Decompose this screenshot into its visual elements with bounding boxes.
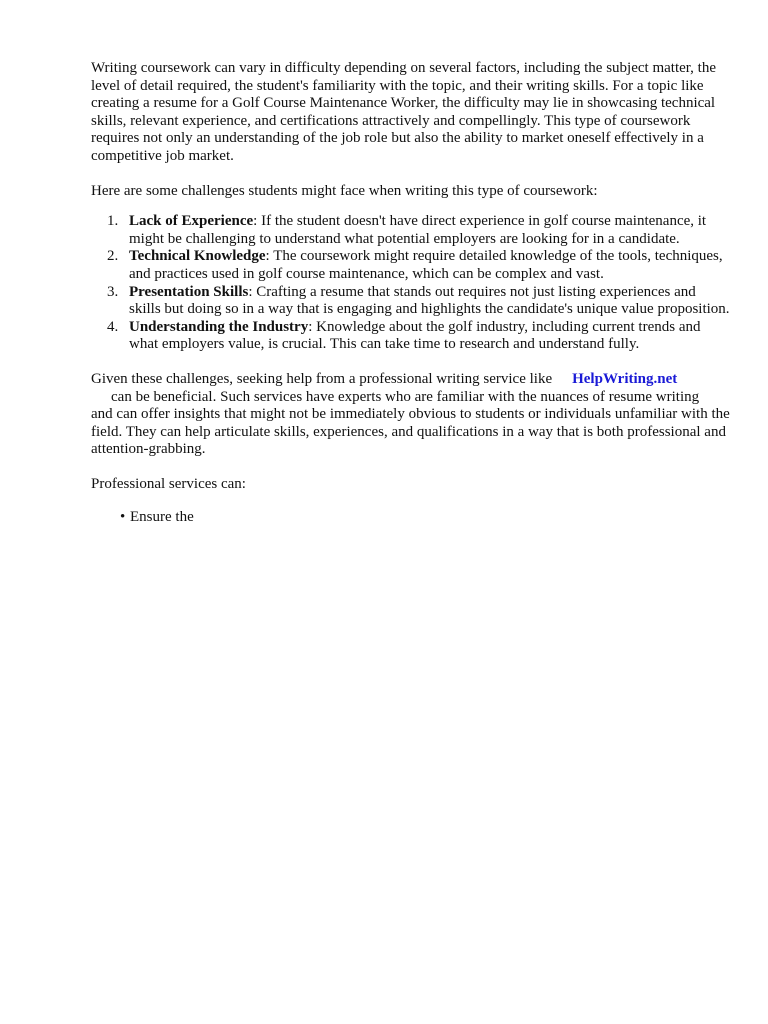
bullet-icon: •	[120, 509, 126, 526]
challenge-item	[91, 213, 731, 248]
challenge-text: : If the student doesn't have direct experience in golf course maintenance, it might be challenging to understand what potential employers are looking for in a candidate.	[129, 213, 707, 247]
services-item-text: Ensure the	[130, 509, 194, 526]
services-lead: Professional services can:	[91, 475, 246, 492]
services-list-item	[91, 509, 731, 527]
challenge-item	[91, 284, 731, 319]
challenge-term: Presentation Skills	[129, 283, 249, 300]
challenges-list	[91, 213, 731, 354]
challenge-item	[91, 248, 731, 283]
challenge-number: 2.	[107, 248, 119, 265]
challenge-term: Understanding the Industry	[129, 318, 309, 335]
challenge-item	[91, 319, 731, 354]
challenge-text: : The coursework might require detailed knowledge of the tools, techniques, and practices used in golf course maintenance, which can be complex and vast.	[129, 248, 723, 282]
help-text-rest: and can offer insights that might not be immediately obvious to students or individuals unfamiliar with the field. They can help articulate skills, experiences, and qualifications in a way that is both professional and attention-grabbing.	[91, 406, 730, 458]
helpwriting-link[interactable]: HelpWriting.net	[572, 370, 678, 387]
help-text-before: Given these challenges, seeking help from a professional writing service like	[91, 370, 553, 387]
help-paragraph	[91, 371, 731, 459]
challenges-lead: Here are some challenges students might face when writing this type of coursework:	[91, 182, 598, 199]
challenge-term: Lack of Experience	[129, 213, 254, 230]
challenge-term: Technical Knowledge	[129, 248, 266, 265]
help-indented-line: can be beneficial. Such services have experts who are familiar with the nuances of resume writing	[111, 388, 700, 405]
intro-paragraph: Writing coursework can vary in difficulty depending on several factors, including the subject matter, the level of detail required, the student's familiarity with the topic, and their writing skills. For a topic like creating a resume for a Golf Course Maintenance Worker, the difficulty may lie in showcasing technical skills, relevant experience, and certifications attractively and compellingly. This type of coursework requires not only an understanding of the job role but also the ability to market oneself effectively in a competitive job market.	[91, 60, 716, 164]
help-first-line	[91, 371, 731, 389]
challenge-text: : Crafting a resume that stands out requires not just listing experiences and skills but doing so in a way that is engaging and highlights the candidate's unique value proposition.	[129, 283, 730, 318]
challenge-number: 1.	[107, 213, 119, 230]
document-page	[91, 60, 731, 527]
challenge-number: 3.	[107, 283, 119, 300]
challenge-number: 4.	[107, 318, 119, 335]
challenge-text: : Knowledge about the golf industry, including current trends and what employers value, is crucial. This can take time to research and understand fully.	[129, 318, 701, 353]
services-list	[91, 509, 731, 527]
